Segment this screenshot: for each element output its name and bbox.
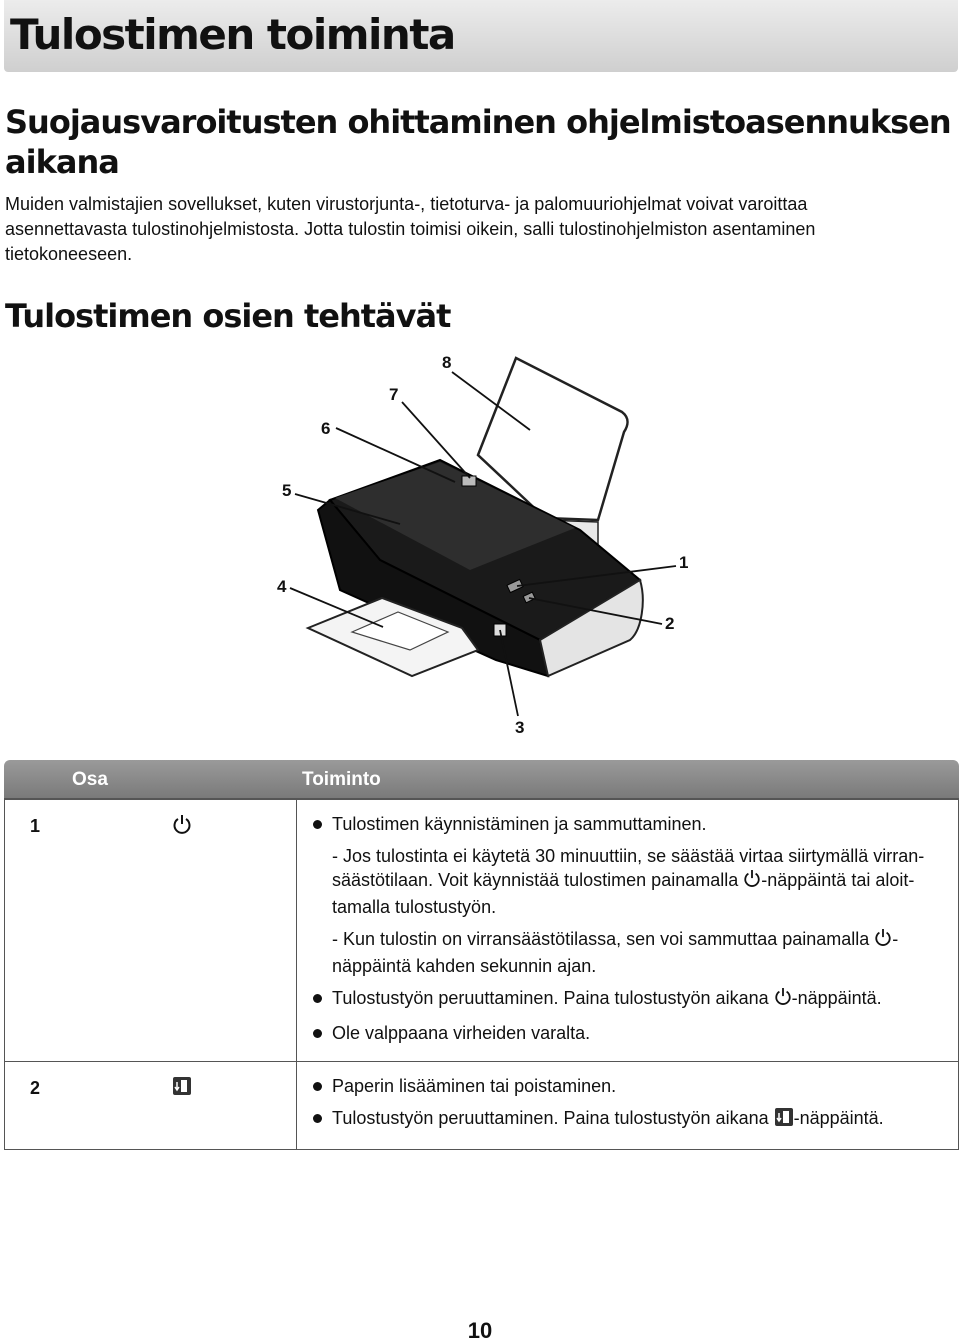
section-heading-security <box>5 102 951 182</box>
power-icon <box>172 814 192 840</box>
paper-feed-icon <box>172 1076 192 1100</box>
paragraph-line: Muiden valmistajien sovellukset, kuten virustorjunta-, tietoturva- ja palomuuriohjelmat voivat varoittaa <box>5 194 808 214</box>
row-number: 2 <box>30 1078 41 1098</box>
callout-7: 7 <box>389 385 399 404</box>
section-heading-parts: Tulostimen osien tehtävät <box>5 297 451 335</box>
power-icon <box>874 928 892 954</box>
power-icon <box>774 987 792 1013</box>
paragraph-line: tietokoneeseen. <box>5 244 133 264</box>
callout-5: 5 <box>282 481 292 500</box>
list-item: Ole valppaana virheiden varalta. <box>332 1021 939 1045</box>
callout-1: 1 <box>679 553 689 572</box>
callout-6: 6 <box>321 419 331 438</box>
power-icon <box>743 869 761 895</box>
table-row <box>4 1062 959 1150</box>
header-toiminto: Toiminto <box>302 769 381 790</box>
callout-2: 2 <box>665 614 675 633</box>
section-heading-line2: aikana <box>5 143 119 181</box>
security-paragraph <box>5 192 905 267</box>
section-heading-line1: Suojausvaroitusten ohittaminen ohjelmistoasennuksen <box>5 103 951 141</box>
page-title-bar <box>4 0 958 72</box>
list-item: Tulostimen käynnistäminen ja sammuttaminen. <box>332 812 939 836</box>
page-number: 10 <box>467 1318 493 1343</box>
list-item: Tulostustyön peruuttaminen. Paina tulostustyön aikana -näppäintä. <box>332 986 939 1013</box>
paragraph-line: asennettavasta tulostinohjelmistosta. Jotta tulostin toimisi oikein, salli tulostinohjelmiston asentaminen <box>5 219 816 239</box>
row-content <box>332 800 959 1061</box>
row-content <box>332 1062 959 1149</box>
header-osa: Osa <box>72 769 108 790</box>
paper-feed-icon <box>774 1107 794 1133</box>
list-item: Tulostustyön peruuttaminen. Paina tulostustyön aikana -näppäintä. <box>332 1106 939 1133</box>
callout-8: 8 <box>442 353 452 372</box>
list-item: - Jos tulostinta ei käytetä 30 minuuttiin, se säästää virtaa siirtymällä virran- säästötilaan. Voit käynnistää tulostimen painamalla -näppäintä tai aloit- tamalla tulostustyön. <box>332 846 925 917</box>
callout-lines <box>290 372 676 716</box>
callout-3: 3 <box>515 718 525 737</box>
table-header <box>4 760 959 798</box>
table-row <box>4 798 959 1062</box>
parts-table <box>4 760 959 1150</box>
list-item: - Kun tulostin on virransäästötilassa, sen voi sammuttaa painamalla - näppäintä kahden sekunnin ajan. <box>332 929 899 976</box>
callout-4: 4 <box>277 577 287 596</box>
page-title: Tulostimen toiminta <box>10 10 455 59</box>
list-item: Paperin lisääminen tai poistaminen. <box>332 1074 939 1098</box>
paper-support-shape <box>478 358 628 520</box>
row-number: 1 <box>30 816 41 836</box>
